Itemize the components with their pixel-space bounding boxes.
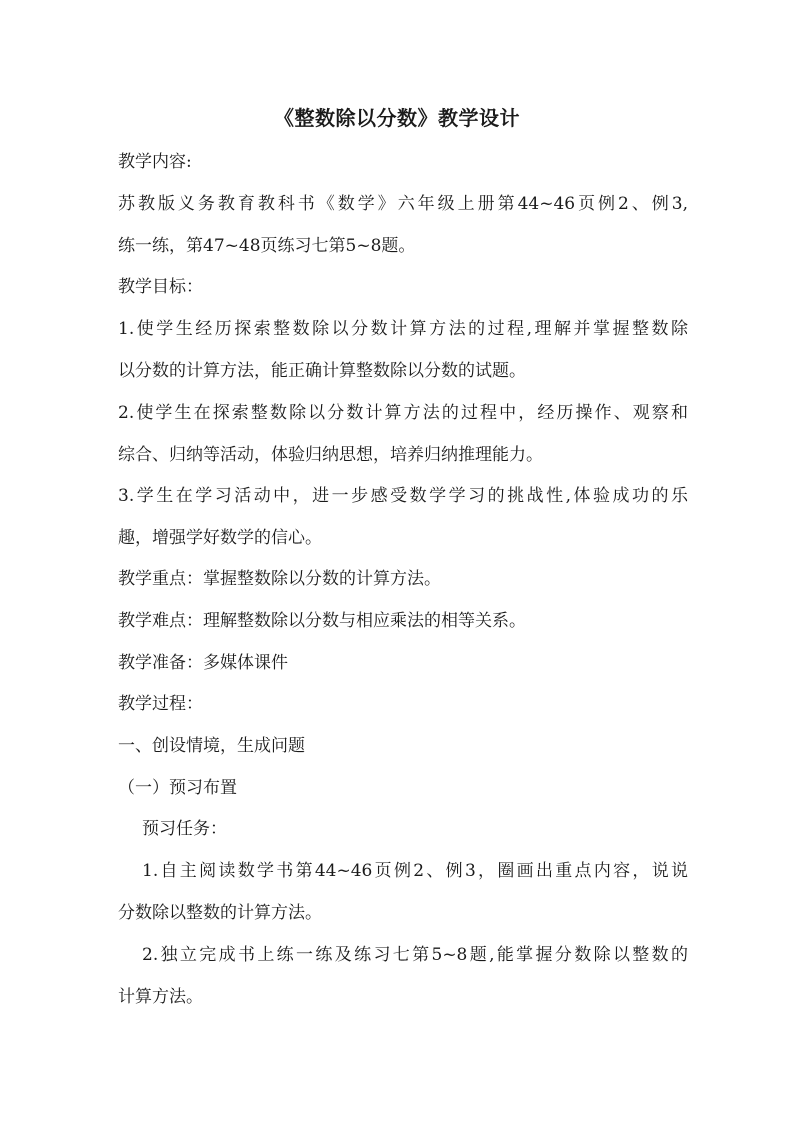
- paragraph-line: 苏教版义务教育教科书《数学》六年级上册第44~46页例2、例3,: [118, 194, 688, 214]
- preparation-line: 教学准备：多媒体课件: [118, 653, 288, 673]
- task-line: 1.自主阅读数学书第44~46页例2、例3，圈画出重点内容，说说: [142, 861, 688, 881]
- paragraph-line: 以分数的计算方法，能正确计算整数除以分数的试题。: [118, 361, 526, 381]
- section-label-content: 教学内容:: [118, 152, 192, 172]
- task-line: 分数除以整数的计算方法。: [118, 903, 322, 923]
- key-point-line: 教学重点：掌握整数除以分数的计算方法。: [118, 569, 441, 589]
- paragraph-line: 综合、归纳等活动，体验归纳思想，培养归纳推理能力。: [118, 445, 543, 465]
- subheading: 预习任务：: [142, 819, 227, 839]
- paragraph-line: 趣，增强学好数学的信心。: [118, 528, 322, 548]
- paragraph-line: 1.使学生经历探索整数除以分数计算方法的过程,理解并掌握整数除: [118, 319, 688, 339]
- heading-level2: （一）预习布置: [118, 778, 237, 798]
- paragraph-line: 2.使学生在探索整数除以分数计算方法的过程中，经历操作、观察和: [118, 403, 688, 423]
- paragraph-line: 练一练，第47~48页练习七第5~8题。: [118, 236, 416, 256]
- task-line: 2.独立完成书上练一练及练习七第5~8题,能掌握分数除以整数的: [142, 945, 688, 965]
- section-label-goals: 教学目标：: [118, 277, 203, 297]
- heading-level1: 一、创设情境，生成问题: [118, 736, 305, 756]
- section-label-process: 教学过程：: [118, 694, 203, 714]
- task-line: 计算方法。: [118, 987, 203, 1007]
- document-title: 《整数除以分数》教学设计: [274, 106, 520, 130]
- paragraph-line: 3.学生在学习活动中，进一步感受数学学习的挑战性,体验成功的乐: [118, 486, 688, 506]
- difficulty-line: 教学难点：理解整数除以分数与相应乘法的相等关系。: [118, 611, 526, 631]
